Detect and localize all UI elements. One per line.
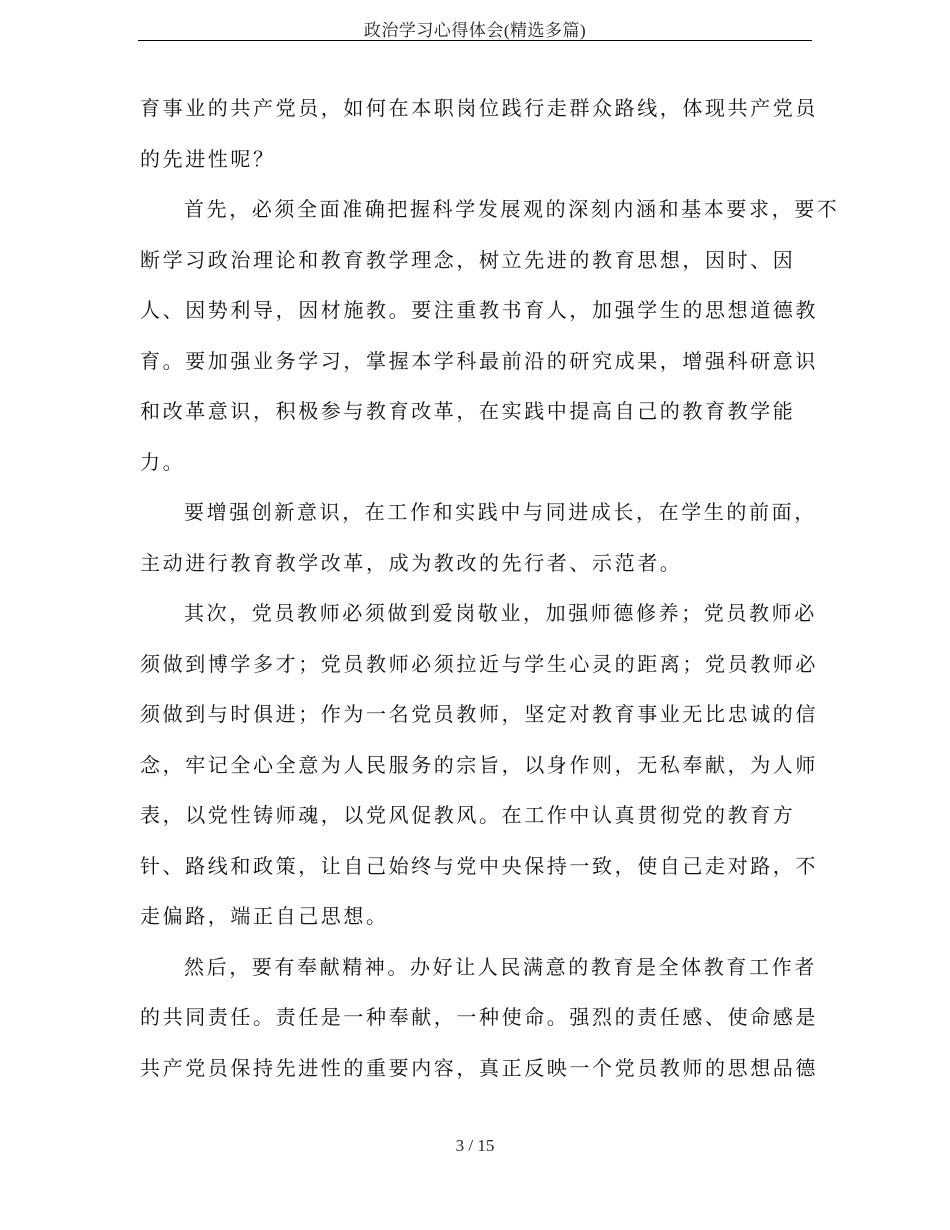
body-line: 共产党员保持先进性的重要内容，真正反映一个党员教师的思想品德 — [140, 1055, 818, 1080]
page-number: 3 / 15 — [455, 1136, 495, 1155]
body-line: 断学习政治理论和教育教学理念，树立先进的教育思想，因时、因 — [140, 247, 796, 272]
document-body — [140, 86, 840, 1096]
page-header — [138, 10, 812, 41]
body-line: 的共同责任。责任是一种奉献，一种使命。强烈的责任感、使命感是 — [140, 1005, 818, 1029]
body-line: 和改革意识，积极参与教育改革，在实践中提高自己的教育教学能 — [140, 399, 796, 423]
paragraph-start-line: 首先，必须全面准确把握科学发展观的深刻内涵和基本要求，要不 — [184, 197, 840, 221]
paragraph-start-line: 然后，要有奉献精神。办好让人民满意的教育是全体教育工作者 — [184, 954, 817, 979]
document-title: 政治学习心得体会(精选多篇) — [363, 21, 587, 40]
body-line: 力。 — [140, 449, 186, 474]
body-line: 人、因势利导，因材施教。要注重教书育人，加强学生的思想道德教 — [140, 298, 818, 322]
body-line: 须做到博学多才；党员教师必须拉近与学生心灵的距离；党员教师必 — [140, 651, 818, 676]
body-line: 走偏路，端正自己思想。 — [140, 904, 389, 928]
paragraph-start-line: 其次，党员教师必须做到爱岗敬业，加强师德修养；党员教师必 — [184, 601, 817, 625]
body-line: 主动进行教育教学改革，成为教改的先行者、示范者。 — [140, 550, 683, 575]
paragraph-start-line: 要增强创新意识，在工作和实践中与同进成长，在学生的前面， — [184, 500, 817, 524]
body-line: 须做到与时俱进；作为一名党员教师，坚定对教育事业无比忠诚的信 — [140, 702, 818, 726]
body-line: 针、路线和政策，让自己始终与党中央保持一致，使自己走对路，不 — [140, 853, 818, 878]
body-line: 育事业的共产党员，如何在本职岗位践行走群众路线，体现共产党员 — [140, 96, 818, 120]
body-line: 育。要加强业务学习，掌握本学科最前沿的研究成果，增强科研意识 — [140, 348, 818, 373]
body-line: 念，牢记全心全意为人民服务的宗旨，以身作则，无私奉献，为人师 — [140, 752, 818, 777]
body-line: 表，以党性铸师魂，以党风促教风。在工作中认真贯彻党的教育方 — [140, 803, 796, 827]
body-line: 的先进性呢？ — [140, 146, 276, 171]
